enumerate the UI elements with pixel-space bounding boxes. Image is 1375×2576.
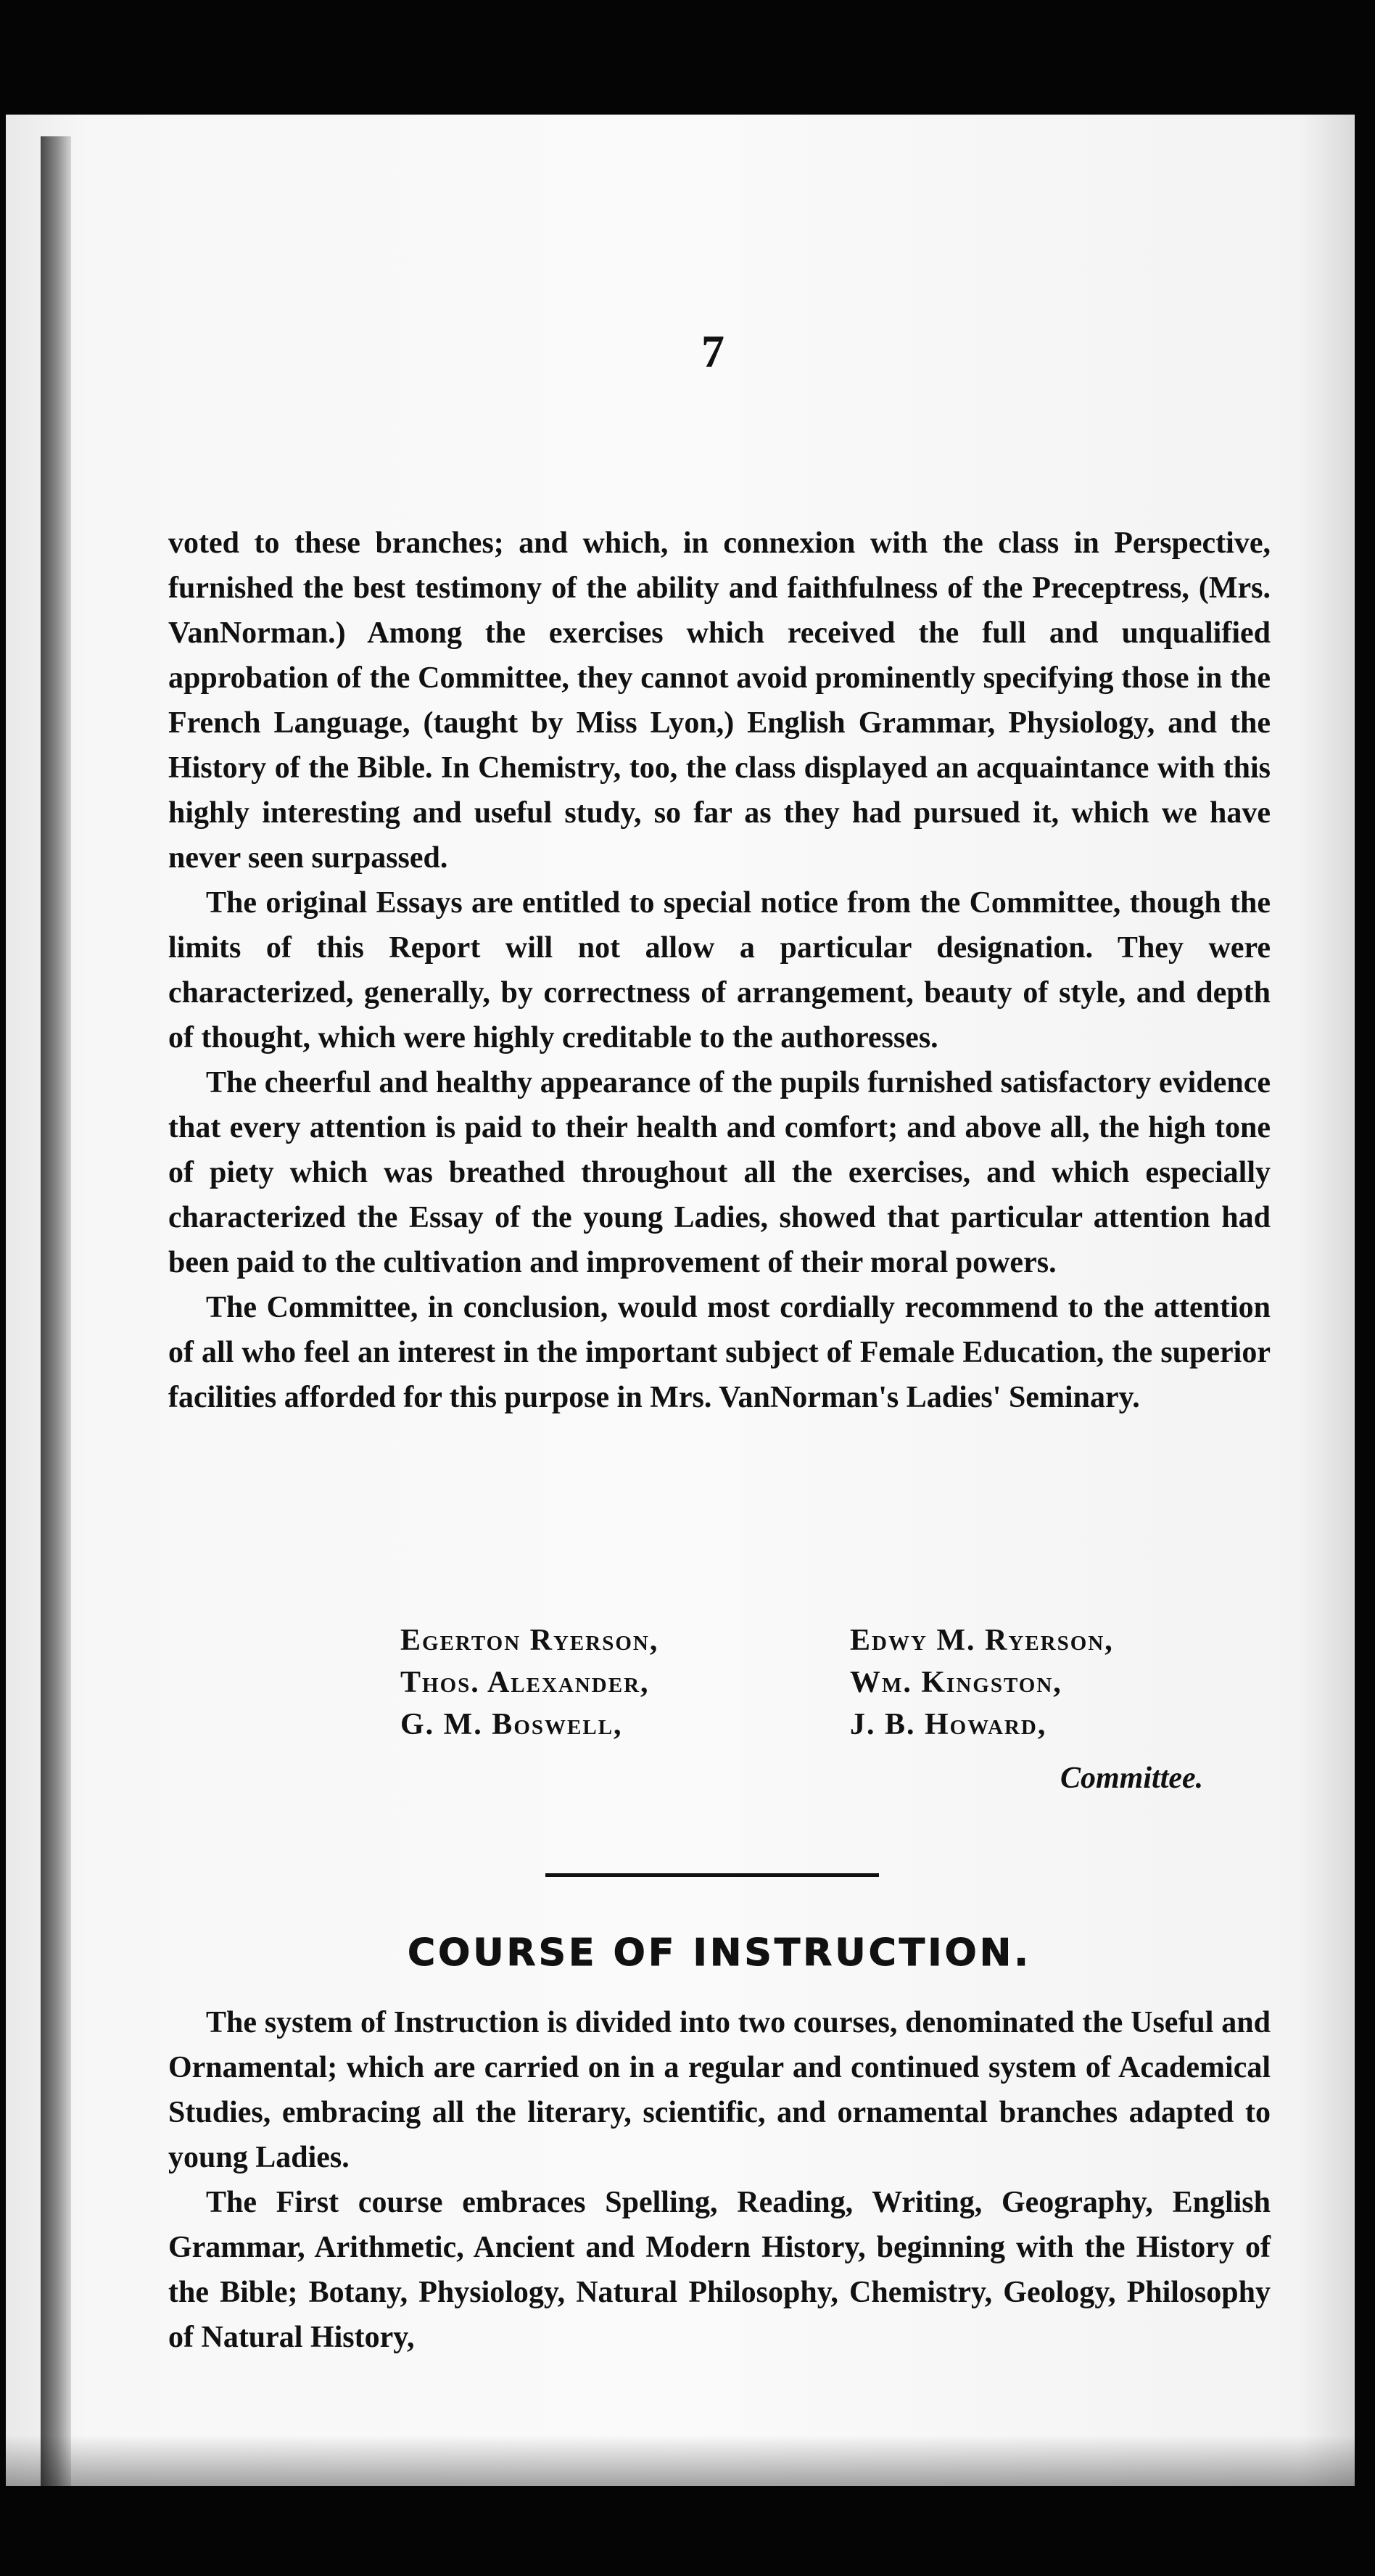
course-paragraph: The system of Instruction is divided into two courses, denominated the Useful and Ornamental; which are carried on in a regular and continued system of Academical Studies, embracing all the literary, scientific, and ornamental branches adapted to young Ladies. (168, 2006, 1271, 2174)
committee-report (168, 521, 1271, 1420)
report-paragraph: The Committee, in conclusion, would most cordially recommend to the attention of all who feel an interest in the important subject of Female Education, the superior facilities afforded for this purpose in Mrs. VanNorman's Ladies' Seminary. (168, 1291, 1271, 1414)
book-page (6, 115, 1355, 2486)
report-paragraph: voted to these branches; and which, in connexion with the class in Perspective, furnished the best testimony of the ability and faithfulness of the Preceptress, (Mrs. VanNorman.) Among the exercises which received the full and unqualified approbation of the Committee, they cannot avoid prominently specifying those in the French Language, (taught by Miss Lyon,) English Grammar, Physiology, and the History of the Bible. In Chemistry, too, the class displayed an acquaintance with this highly interesting and useful study, so far as they had pursued it, which we have never seen surpassed. (168, 527, 1271, 875)
page-spine-shadow (41, 136, 71, 2486)
committee-label: Committee. (1060, 1762, 1204, 1795)
page-number: 7 (701, 326, 724, 377)
signatory-name: Egerton Ryerson, (400, 1624, 659, 1657)
report-paragraph: The cheerful and healthy appearance of the pupils furnished satisfactory evidence that every attention is paid to their health and comfort; and above all, the high tone of piety which was breathed throughout all the exercises, and which especially characterized the Essay of the young Ladies, showed that particular attention had been paid to the cultivation and improvement of their moral powers. (168, 1066, 1271, 1279)
course-of-instruction-text (168, 2000, 1271, 2360)
signatory-name: Edwy M. Ryerson, (850, 1624, 1114, 1657)
page-bottom-shadow (6, 2435, 1355, 2486)
signatory-name: Wm. Kingston, (850, 1666, 1062, 1699)
signatory-row (400, 1704, 1271, 1746)
course-paragraph: The First course embraces Spelling, Reading, Writing, Geography, English Grammar, Arithmetic, Ancient and Modern History, beginning with the History of the Bible; Botany, Physiology, Natural Philosophy, Chemistry, Geology, Philosophy of Natural History, (168, 2186, 1271, 2354)
signatory-name: G. M. Boswell, (400, 1708, 623, 1741)
section-heading: COURSE OF INSTRUCTION. (407, 1931, 1032, 1975)
section-divider (545, 1873, 879, 1877)
signatory-name: Thos. Alexander, (400, 1666, 650, 1699)
signatory-row (400, 1661, 1271, 1704)
signatories (400, 1619, 1271, 1746)
report-paragraph: The original Essays are entitled to special notice from the Committee, though the limits of this Report will not allow a particular designation. They were characterized, generally, by correctness of arrangement, beauty of style, and depth of thought, which were highly creditable to the authoresses. (168, 886, 1271, 1054)
signatory-name: J. B. Howard, (850, 1708, 1047, 1741)
signatory-row (400, 1619, 1271, 1661)
